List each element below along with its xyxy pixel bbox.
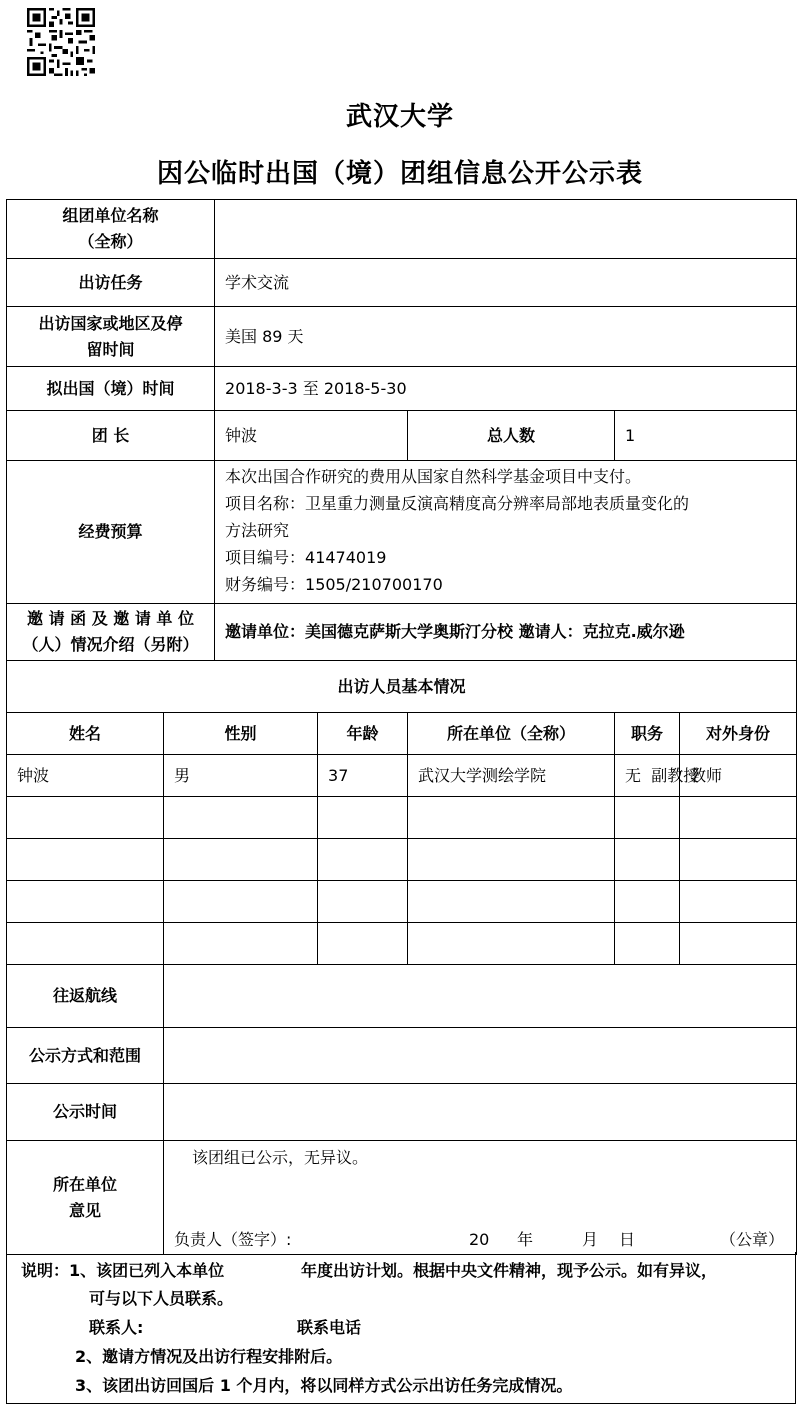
member-age [318, 797, 408, 839]
row-members-title [7, 661, 797, 713]
member-position [615, 881, 680, 923]
member-gender: 男 [164, 755, 318, 797]
member-unit [408, 881, 615, 923]
table-row [7, 839, 797, 881]
header-gender: 性别 [164, 713, 318, 755]
country-label [7, 307, 215, 367]
table-row [7, 881, 797, 923]
invite-label-line2: （人）情况介绍（另附） [22, 635, 199, 654]
table-row [7, 923, 797, 965]
member-name [7, 923, 164, 965]
budget-line: 方法研究 [225, 521, 290, 540]
member-gender [164, 797, 318, 839]
member-age [318, 839, 408, 881]
country-label-line2: 留时间 [86, 339, 135, 359]
unit-name-value [215, 200, 797, 259]
note-1a: 说明：1、该团已列入本单位 [21, 1261, 225, 1280]
count-value: 1 [615, 411, 797, 461]
member-name [7, 797, 164, 839]
date-label: 拟出国（境）时间 [7, 367, 215, 411]
member-position [615, 797, 680, 839]
member-age [318, 923, 408, 965]
publicity-time-label: 公示时间 [7, 1084, 164, 1141]
member-gender [164, 881, 318, 923]
table-row [7, 755, 797, 797]
opinion-cell [164, 1141, 797, 1255]
budget-line: 本次出国合作研究的费用从国家自然科学基金项目中支付。 [225, 467, 642, 486]
budget-line: 财务编号：1505/210700170 [225, 575, 443, 594]
note-1c: 可与以下人员联系。 [89, 1289, 234, 1308]
publicity-time-value [164, 1084, 797, 1141]
row-leader [7, 411, 797, 461]
budget-value [215, 461, 797, 604]
title-form: 因公临时出国（境）团组信息公开公示表 [156, 159, 643, 189]
count-label: 总人数 [408, 411, 615, 461]
member-unit [408, 797, 615, 839]
date-day-unit: 日 [619, 1230, 636, 1249]
members-header-row [7, 713, 797, 755]
invite-label-line1: 邀 请 函 及 邀 请 单 位 [27, 609, 194, 628]
date-value: 2018-3-3 至 2018-5-30 [215, 367, 797, 411]
table-row [7, 797, 797, 839]
route-label: 往返航线 [7, 965, 164, 1028]
note-1b: 年度出访计划。根据中央文件精神，现予公示。如有异议， [301, 1261, 718, 1280]
opinion-label [7, 1141, 164, 1255]
unit-name-label-line2: （全称） [78, 232, 143, 251]
route-value [164, 965, 797, 1028]
member-unit [408, 839, 615, 881]
member-identity [680, 923, 797, 965]
row-publicity [7, 1028, 797, 1084]
member-identity [680, 881, 797, 923]
task-label: 出访任务 [7, 259, 215, 307]
member-name [7, 839, 164, 881]
member-identity: 教师 [680, 755, 797, 797]
member-position [615, 923, 680, 965]
seal-label: （公章） [720, 1230, 785, 1249]
leader-value: 钟波 [215, 411, 408, 461]
info-table [6, 199, 797, 1255]
member-name [7, 881, 164, 923]
member-identity [680, 839, 797, 881]
member-identity [680, 797, 797, 839]
row-unit-name [7, 200, 797, 259]
header-unit: 所在单位（全称） [408, 713, 615, 755]
budget-line: 项目编号：41474019 [225, 548, 387, 567]
publicity-label: 公示方式和范围 [7, 1028, 164, 1084]
date-month-unit: 月 [582, 1230, 599, 1249]
header-identity: 对外身份 [680, 713, 797, 755]
unit-name-label [7, 200, 215, 259]
contact-label: 联系人: [89, 1318, 144, 1337]
invite-value: 邀请单位：美国德克萨斯大学奥斯汀分校 邀请人：克拉克.威尔逊 [215, 604, 797, 661]
date-year: 20 [469, 1230, 490, 1249]
info-form [6, 199, 796, 1255]
note-2: 2、邀请方情况及出访行程安排附后。 [75, 1347, 343, 1366]
members-section-title: 出访人员基本情况 [7, 661, 797, 713]
budget-line: 项目名称：卫星重力测量反演高精度高分辨率局部地表质量变化的 [225, 494, 690, 513]
member-gender [164, 839, 318, 881]
row-route [7, 965, 797, 1028]
member-name: 钟波 [7, 755, 164, 797]
notes-section [6, 1252, 796, 1404]
row-opinion [7, 1141, 797, 1255]
opinion-label-line1: 所在单位 [52, 1174, 117, 1194]
country-value: 美国 89 天 [215, 307, 797, 367]
signature-label: 负责人（签字）: [174, 1230, 292, 1249]
header-position: 职务 [615, 713, 680, 755]
unit-name-label-line1: 组团单位名称 [62, 206, 159, 225]
invite-label [7, 604, 215, 661]
leader-label: 团 长 [7, 411, 215, 461]
member-gender [164, 923, 318, 965]
opinion-label-line2: 意见 [68, 1200, 101, 1220]
member-age: 37 [318, 755, 408, 797]
publicity-value [164, 1028, 797, 1084]
title-university: 武汉大学 [345, 102, 454, 132]
member-unit: 武汉大学测绘学院 [408, 755, 615, 797]
row-country [7, 307, 797, 367]
budget-label: 经费预算 [7, 461, 215, 604]
qr-code-icon [26, 8, 96, 76]
opinion-text: 该团组已公示，无异议。 [192, 1148, 369, 1167]
header-name: 姓名 [7, 713, 164, 755]
member-position [615, 839, 680, 881]
row-task [7, 259, 797, 307]
note-3: 3、该团出访回国后 1 个月内，将以同样方式公示出访任务完成情况。 [75, 1376, 573, 1395]
member-age [318, 881, 408, 923]
row-budget [7, 461, 797, 604]
task-value: 学术交流 [215, 259, 797, 307]
row-invite [7, 604, 797, 661]
member-position: 无 副教授 [615, 755, 680, 797]
member-unit [408, 923, 615, 965]
row-publicity-time [7, 1084, 797, 1141]
header-age: 年龄 [318, 713, 408, 755]
phone-label: 联系电话 [297, 1318, 362, 1337]
row-date [7, 367, 797, 411]
date-year-unit: 年 [517, 1230, 534, 1249]
country-label-line1: 出访国家或地区及停 [38, 313, 183, 333]
